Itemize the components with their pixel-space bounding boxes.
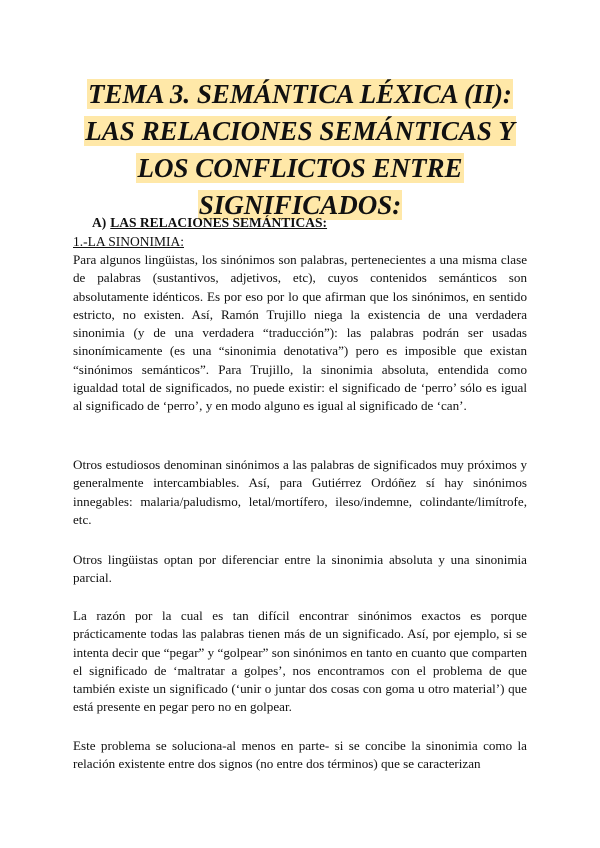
section-heading	[92, 215, 327, 231]
title-line-text: SIGNIFICADOS:	[198, 190, 402, 220]
title-line-text: LOS CONFLICTOS ENTRE	[137, 153, 463, 183]
subsection-heading: 1.-LA SINONIMIA:	[73, 234, 184, 249]
title-line	[72, 113, 528, 150]
title-line-text: LAS RELACIONES SEMÁNTICAS Y	[85, 116, 515, 146]
section-letter: A)	[92, 215, 107, 230]
body-paragraph: Este problema se soluciona-al menos en parte- si se concibe la sinonimia como la relación existente entre dos signos (no entre dos términos) que se caracterizan	[73, 738, 527, 772]
title-line	[72, 150, 528, 187]
title-line-text: TEMA 3. SEMÁNTICA LÉXICA (II):	[88, 79, 512, 109]
body-paragraph: Para algunos lingüistas, los sinónimos son palabras, pertenecientes a una misma clase de palabras (sustantivos, adjetivos, etc), cuyos contenidos semánticos son absolutamente idénticos. Es por eso por lo que afirman que los sinónimos, en sentido estricto, no existen. Así, Ramón Trujillo niega la existencia de una verdadera sinonimia (y de una verdadera “traducción”): las palabras podrán ser usadas sinonímicamente (es una “sinonimia denotativa”) pero es imposible que existan “sinónimos semánticos”. Para Trujillo, la sinonimia absoluta, entendida como igualdad total de significados, no puede existir: el significado de ‘perro’ sólo es igual al significado de ‘perro’, y en modo alguno es igual al significado de ‘can’.	[73, 252, 527, 414]
title-line	[72, 76, 528, 113]
section-heading-text: LAS RELACIONES SEMÁNTICAS:	[110, 215, 328, 230]
body-paragraph: Otros estudiosos denominan sinónimos a las palabras de significados muy próximos y generalmente intercambiables. Así, para Gutiérrez Ordóñez sí hay sinónimos innegables: malaria/paludismo, letal/mortífero, ileso/indemne, colindante/limítrofe, etc.	[73, 457, 527, 527]
body-paragraph: Otros lingüistas optan por diferenciar entre la sinonimia absoluta y una sinonimia parcial.	[73, 552, 527, 586]
body-paragraph: La razón por la cual es tan difícil encontrar sinónimos exactos es porque prácticamente todas las palabras tienen más de un significado. Así, por ejemplo, si se intenta decir que “pegar” y “golpear” son sinónimos en tanto en cuanto que comparten el significado de ‘maltratar a golpes’, nos encontramos con el problema de que también existe un significado (‘unir o juntar dos cosas con goma u otro material’) que está presente en pegar pero no en golpear.	[73, 608, 527, 715]
document-title	[72, 76, 528, 224]
